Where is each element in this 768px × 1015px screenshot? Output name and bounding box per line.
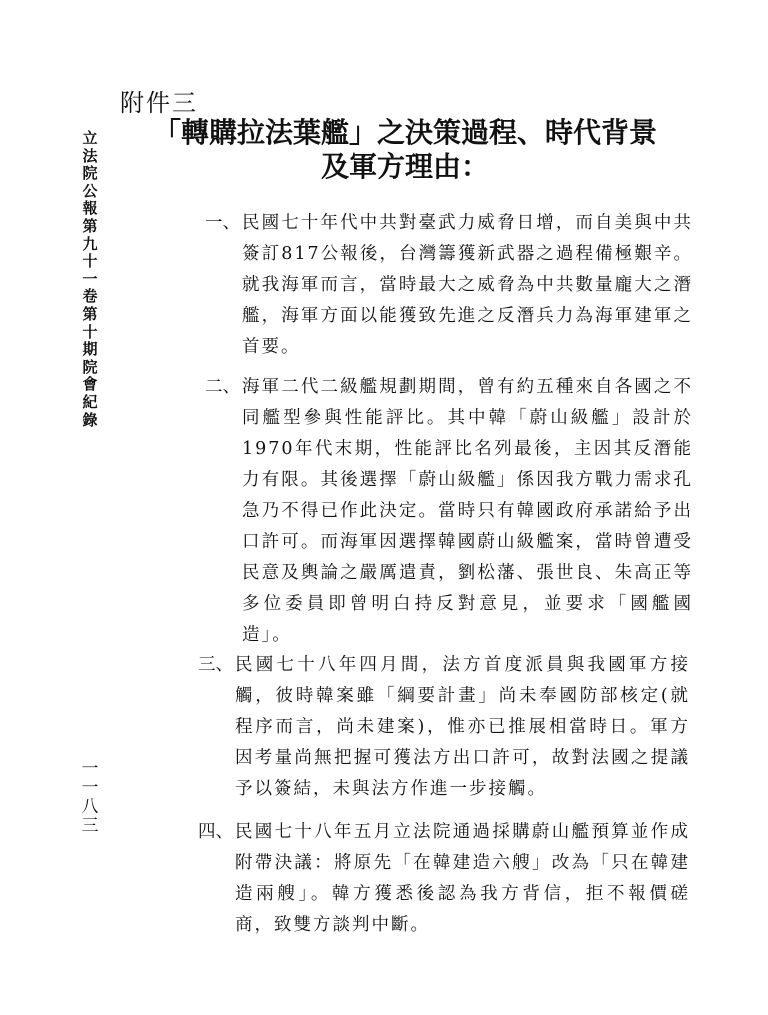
item-number: 一、 bbox=[205, 213, 240, 233]
page-number: 一一八三 bbox=[81, 759, 99, 836]
item-number: 四、 bbox=[198, 822, 233, 842]
item-number: 三、 bbox=[198, 655, 233, 675]
title-line-2: 及軍方理由： bbox=[320, 150, 489, 183]
item-text: 民國七十八年四月間，法方首度派員與我國軍方接觸，彼時韓案雖「綱要計畫」尚未奉國防部核定(就程序而言，尚未建案)，惟亦已推展相當時日。軍方因考量尚無把握可獲法方出口許可，故對法國之提議予以簽結，未與法方作進一步接觸。 bbox=[235, 655, 690, 799]
item-text: 海軍二代二級艦規劃期間，曾有約五種來自各國之不同艦型參與性能評比。其中韓「蔚山級艦」設計於1970年代末期，性能評比名列最後，主因其反潛能力有限。其後選擇「蔚山級艦」係因我方戰力需求孔急乃不得已作此決定。當時只有韓國政府承諾給予出口許可。而海軍因選擇韓國蔚山級艦案，當時曾遭受民意及輿論之嚴厲遣責，劉松藩、張世良、朱高正等多位委員即曾明白持反對意見，並要求「國艦國造」。 bbox=[242, 377, 693, 645]
appendix-label: 附件三 bbox=[120, 89, 198, 117]
item-text: 民國七十八年五月立法院通過採購蔚山艦預算並作成附帶決議：將原先「在韓建造六艘」改為「只在韓建造兩艘」。韓方獲悉後認為我方背信，拒不報價磋商，致雙方談判中斷。 bbox=[235, 822, 690, 935]
list-item-4 bbox=[198, 817, 690, 941]
title-line-1: 「轉購拉法葉艦」之決策過程、時代背景 bbox=[152, 116, 657, 149]
list-item-2 bbox=[205, 372, 693, 651]
list-item-3 bbox=[198, 650, 690, 805]
list-item-1 bbox=[205, 208, 693, 363]
gazette-side-header: 立法院公報 第九十一卷 第十期 院會紀錄 bbox=[82, 129, 113, 429]
item-number: 二、 bbox=[205, 377, 240, 397]
item-text: 民國七十年代中共對臺武力威脅日增，而自美與中共簽訂817公報後，台灣籌獲新武器之過程備極艱辛。就我海軍而言，當時最大之威脅為中共數量龐大之潛艦，海軍方面以能獲致先進之反潛兵力為海軍建軍之首要。 bbox=[242, 213, 693, 357]
document-title bbox=[150, 116, 660, 184]
